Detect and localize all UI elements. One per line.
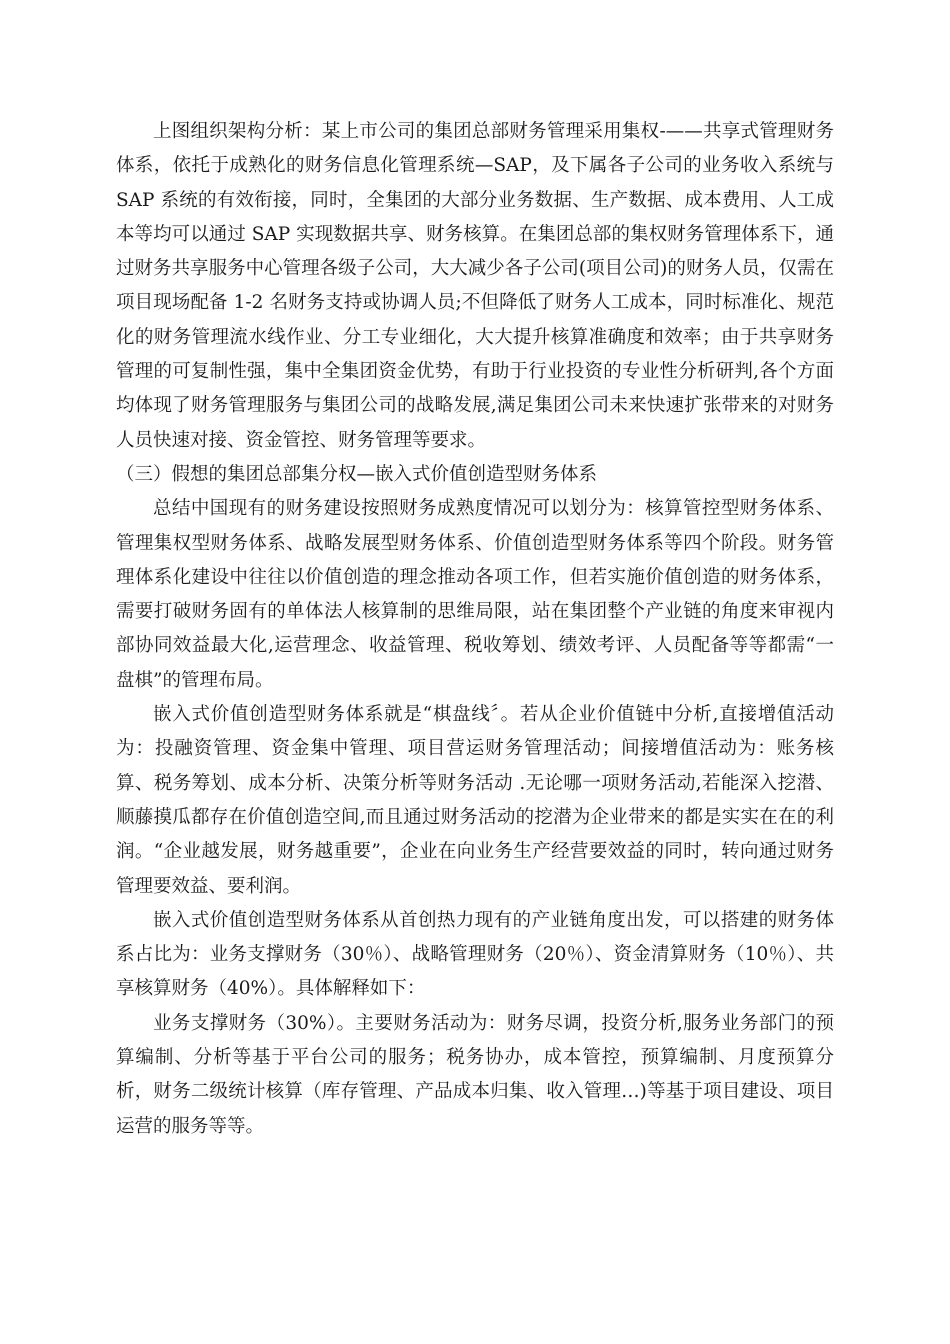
paragraph-embedded-value: 嵌入式价值创造型财务体系就是“棋盘线〞。若从企业价值链中分析,直接增值活动为：投融资管理、资金集中管理、项目营运财务管理活动；间接增值活动为：账务核算、税务筹划、成本分析、决策分析等财务活动 .无论哪一项财务活动,若能深入挖潜、顺藤摸瓜都存在价值创造空间,而且通过财务活动的挖潜为企业带来的都是实实在在的利润。“企业越发展，财务越重要”，企业在向业务生产经营要效益的同时，转向通过财务管理要效益、要利润。 [116,704,834,897]
paragraph-org-analysis: 上图组织架构分析：某上市公司的集团总部财务管理采用集权-——共享式管理财务体系，依托于成熟化的财务信息化管理系统—SAP，及下属各子公司的业务收入系统与 SAP 系统的有效衔接，同时，全集团的大部分业务数据、生产数据、成本费用、人工成本等均可以通过 SAP 实现数据共享、财务核算。在集团总部的集权财务管理体系下，通过财务共享服务中心管理各级子公司，大大减少各子公司(项目公司)的财务人员，仅需在项目现场配备 1-2 名财务支持或协调人员;不但降低了财务人工成本，同时标准化、规范化的财务管理流水线作业、分工专业细化，大大提升核算准确度和效率；由于共享财务管理的可复制性强，集中全集团资金优势，有助于行业投资的专业性分析研判,各个方面均体现了财务管理服务与集团公司的战略发展,满足集团公司未来快速扩张带来的对财务人员快速对接、资金管控、财务管理等要求。 [116,121,834,451]
document-body [116,115,834,1144]
paragraph-business-support: 业务支撑财务（30%）。主要财务活动为：财务尽调，投资分析,服务业务部门的预算编制、分析等基于平台公司的服务；税务协办，成本管控，预算编制、月度预算分析，财务二级统计核算（库存管理、产品成本归集、收入管理…)等基于项目建设、项目运营的服务等等。 [116,1012,834,1137]
section-heading: （三）假想的集团总部集分权—嵌入式价值创造型财务体系 [116,463,598,485]
paragraph-maturity-stages: 总结中国现有的财务建设按照财务成熟度情况可以划分为：核算管控型财务体系、管理集权型财务体系、战略发展型财务体系、价值创造型财务体系等四个阶段。财务管理体系化建设中往往以价值创造的理念推动各项工作，但若实施价值创造的财务体系，需要打破财务固有的单体法人核算制的思维局限，站在集团整个产业链的角度来审视内部协同效益最大化,运营理念、收益管理、税收筹划、绩效考评、人员配备等等都需“一盘棋”的管理布局。 [116,498,834,691]
paragraph-system-ratio: 嵌入式价值创造型财务体系从首创热力现有的产业链角度出发，可以搭建的财务体系占比为：业务支撑财务（30％）、战略管理财务（20％）、资金清算财务（10％）、共享核算财务（40%）。具体解释如下： [116,909,834,1000]
